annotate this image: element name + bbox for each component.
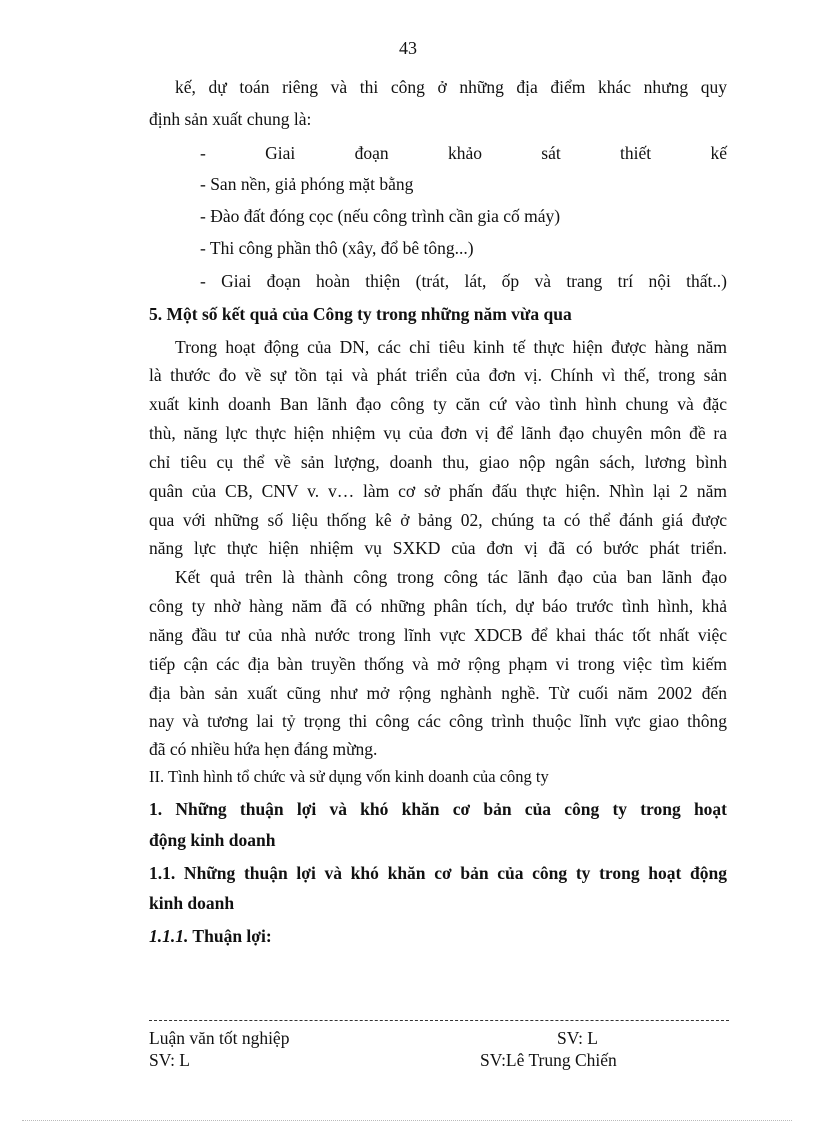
section-heading-1-1-1 [149,928,727,946]
list-item-1-word: thiết [620,143,652,163]
list-item-1-word: khảo [447,143,482,163]
section-heading-1-line2: động kinh doanh [149,830,276,850]
section-heading-1-1-line1: 1.1. Những thuận lợi và khó khăn cơ bản của công ty trong hoạt động [149,863,727,883]
list-item-1-word: kế [710,143,727,163]
para1-line2: định sản xuất chung là: [149,109,312,129]
para1-line1: kế, dự toán riêng và thi công ở những địa điểm khác nhưng quy [175,77,727,97]
list-item-1-word: Giai [265,143,296,163]
list-item-2: - San nền, giả phóng mặt bằng [200,174,414,194]
list-item-1 [200,143,727,164]
footer-right-2: SV:Lê Trung Chiến [480,1050,617,1070]
para2-line: xuất kinh doanh Ban lãnh đạo công ty căn cứ vào tình hình chung và đặc [149,394,727,414]
para2-line: chỉ tiêu cụ thể về sản lượng, doanh thu, giao nộp ngân sách, lương bình [149,452,727,472]
para2-line: Trong hoạt động của DN, các chỉ tiêu kinh tế thực hiện được hàng năm [175,337,727,357]
footer-left-1: Luận văn tốt nghiệp [149,1028,290,1048]
list-item-3: - Đào đất đóng cọc (nếu công trình cần gia cố máy) [200,206,561,226]
para3-line: Kết quả trên là thành công trong công tác lãnh đạo của ban lãnh đạo [175,567,727,587]
footer-left-2: SV: L [149,1050,190,1070]
list-item-1-word: - [200,143,206,163]
footer-right-1: SV: L [557,1028,598,1048]
para3-line: năng đầu tư của nhà nước trong lĩnh vực XDCB để khai thác tốt nhất việc [149,625,727,645]
section-heading-5: 5. Một số kết quả của Công ty trong những năm vừa qua [149,304,572,324]
page-bottom-edge [22,1120,792,1121]
list-item-1-word: sát [541,143,561,163]
list-item-5: - Giai đoạn hoàn thiện (trát, lát, ốp và trang trí nội thất..) [200,271,727,291]
page-number: 43 [399,38,417,58]
footer-divider [149,1020,729,1021]
section-heading-1-line1: 1. Những thuận lợi và khó khăn cơ bản của công ty trong hoạt [149,799,727,819]
para3-line: công ty nhờ hàng năm đã có những phân tích, dự báo trước tình hình, khả [149,596,727,616]
para2-line: quân của CB, CNV v. v… làm cơ sở phấn đấu thực hiện. Nhìn lại 2 năm [149,481,727,501]
heading-text: Thuận lợi: [188,926,272,946]
para3-line: địa bàn sản xuất cũng như mở rộng nghành nghề. Từ cuối năm 2002 đến [149,683,727,703]
para3-line: tiếp cận các địa bàn truyền thống và mở rộng phạm vi trong việc tìm kiếm [149,654,727,674]
para2-line: thù, năng lực thực hiện nhiệm vụ của đơn vị để lãnh đạo chuyên môn đề ra [149,423,727,443]
para3-line: nay và tương lai tỷ trọng thi công các công trình thuộc lĩnh vực giao thông [149,711,727,731]
para3-line: đã có nhiều hứa hẹn đáng mừng. [149,739,378,759]
list-item-4: - Thi công phần thô (xây, đổ bê tông...) [200,238,474,258]
section-heading-1-1-line2: kinh doanh [149,893,235,913]
para2-line: qua với những số liệu thống kê ở bảng 02, chúng ta có thể đánh giá được [149,510,727,530]
heading-number: 1.1.1. [149,926,189,946]
para2-line: là thước đo về sự tồn tại và phát triển của đơn vị. Chính vì thế, trong sản [149,365,727,385]
list-item-1-word: đoạn [354,143,389,163]
section-heading-II: II. Tình hình tổ chức và sử dụng vốn kinh doanh của công ty [149,767,549,786]
para2-line: năng lực thực hiện nhiệm vụ SXKD của đơn vị đã có bước phát triển. [149,538,727,558]
